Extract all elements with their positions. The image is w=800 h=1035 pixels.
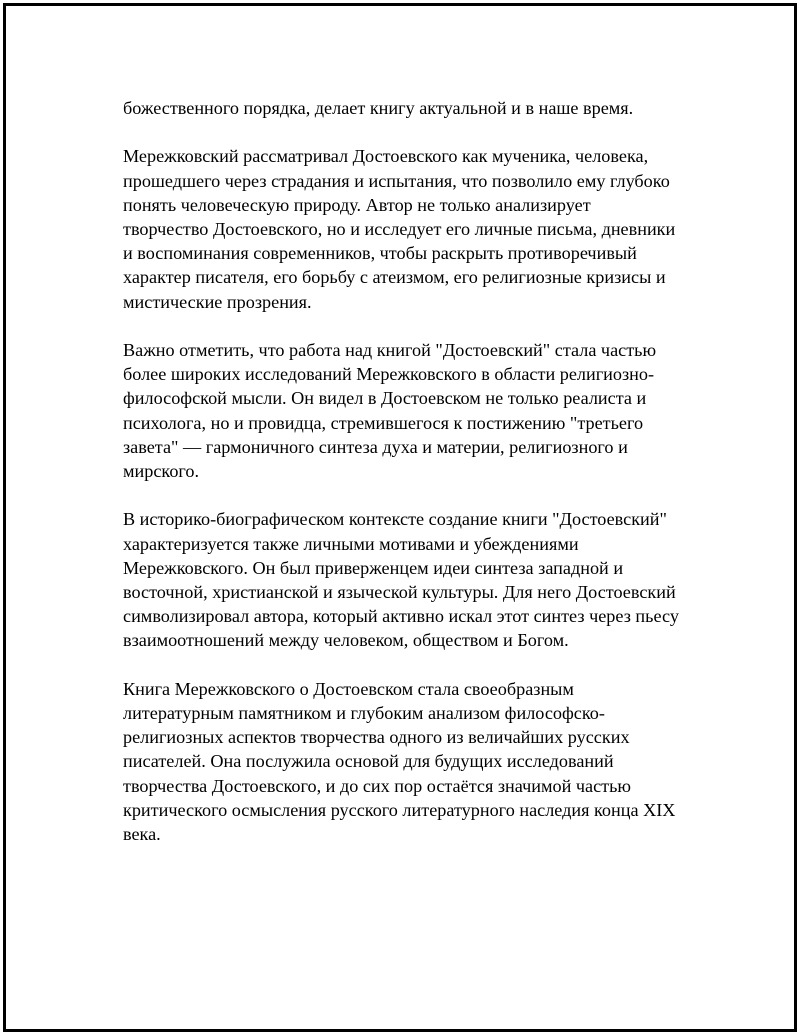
document-body [123,96,698,870]
paragraph: Мережковский рассматривал Достоевского как мученика, человека, прошедшего через страдания и испытания, что позволило ему глубоко понять человеческую природу. Автор не только анализирует творчество Достоевского, но и исследует его личные письма, дневники и воспоминания современников, чтобы раскрыть противоречивый характер писателя, его борьбу с атеизмом, его религиозные кризисы и мистические прозрения. [123,146,676,312]
page-frame [3,3,797,1032]
paragraph: Важно отметить, что работа над книгой "Достоевский" стала частью более широких исследований Мережковского в области религиозно- философской мысли. Он видел в Достоевском не только реалиста и психолога, но и провидца, стремившегося к постижению "третьего завета" — гармоничного синтеза духа и материи, религиозного и мирского. [123,340,657,482]
paragraph: божественного порядка, делает книгу актуальной и в наше время. [123,98,634,118]
paragraph: В историко-биографическом контексте создание книги "Достоевский" характеризуется также личными мотивами и убеждениями Мережковского. Он был приверженцем идеи синтеза западной и восточной, христианской и языческой культуры. Для него Достоевский символизировал автора, который активно искал этот синтез через пьесу взаимоотношений между человеком, обществом и Богом. [123,509,679,651]
paragraph: Книга Мережковского о Достоевском стала своеобразным литературным памятником и глубоким анализом философско- религиозных аспектов творчества одного из величайших русских писателей. Она послужила основой для будущих исследований творчества Достоевского, и до сих пор остаётся значимой частью критического осмысления русского литературного наследия конца XIX века. [123,678,676,845]
